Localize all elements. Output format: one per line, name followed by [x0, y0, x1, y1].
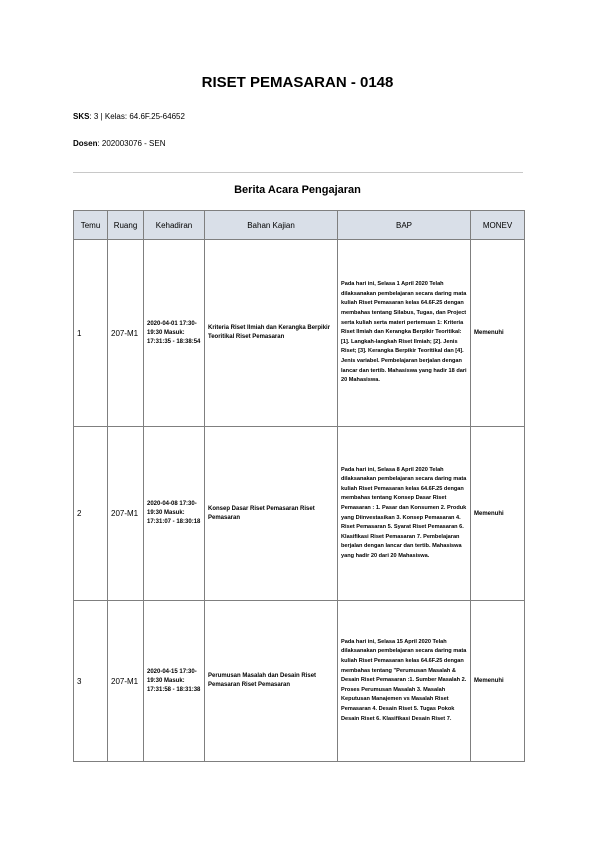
cell-temu: 3: [74, 601, 108, 762]
section-title: Berita Acara Pengajaran: [234, 184, 361, 196]
cell-monev: Memenuhi: [471, 427, 525, 601]
header-kehadiran: Kehadiran: [144, 211, 205, 240]
table-header-row: [74, 211, 525, 240]
cell-monev: Memenuhi: [471, 240, 525, 427]
header-ruang: Ruang: [108, 211, 144, 240]
sks-label: SKS: [73, 112, 90, 121]
dosen-line: [73, 139, 166, 148]
dosen-value: : 202003076 - SEN: [97, 139, 166, 148]
table-row: [74, 240, 525, 427]
cell-ruang: 207-M1: [108, 240, 144, 427]
cell-kehadiran: 2020-04-08 17:30-19:30 Masuk: 17:31:07 - 18:30:18: [144, 427, 205, 601]
header-bap: BAP: [338, 211, 471, 240]
cell-temu: 2: [74, 427, 108, 601]
header-monev: MONEV: [471, 211, 525, 240]
cell-ruang: 207-M1: [108, 601, 144, 762]
cell-monev: Memenuhi: [471, 601, 525, 762]
table-row: [74, 601, 525, 762]
cell-ruang: 207-M1: [108, 427, 144, 601]
header-temu: Temu: [74, 211, 108, 240]
table-row: [74, 427, 525, 601]
sks-kelas-line: [73, 112, 185, 121]
teaching-table: [73, 210, 525, 762]
dosen-label: Dosen: [73, 139, 98, 148]
sks-kelas-value: : 3 | Kelas: 64.6F.25-64652: [89, 112, 185, 121]
cell-temu: 1: [74, 240, 108, 427]
page-title: RISET PEMASARAN - 0148: [201, 74, 394, 91]
cell-bap: Pada hari ini, Selasa 8 April 2020 Telah dilaksanakan pembelajaran secara daring mata kuliah Riset Pemasaran kelas 64.6F.25 dengan membahas tentang Konsep Dasar Riset Pemasaran : 1. Pasar dan Konsumen 2. Produk yang Diinvestasikan 3. Konsep Pemasaran 4. Riset Pemasaran 5. Syarat Riset Pemasaran 6. Klasifikasi Riset Pemasaran 7. Pembelajaran berjalan dengan lancar dan tertib. Mahasiswa yang hadir 20 dari 20 Mahasiswa.: [338, 427, 471, 601]
cell-bahan-kajian: Kriteria Riset Ilmiah dan Kerangka Berpikir Teoritikal Riset Pemasaran: [205, 240, 338, 427]
header-bahan-kajian: Bahan Kajian: [205, 211, 338, 240]
cell-kehadiran: 2020-04-01 17:30-19:30 Masuk: 17:31:35 - 18:38:54: [144, 240, 205, 427]
divider: [73, 172, 523, 173]
cell-kehadiran: 2020-04-15 17:30-19:30 Masuk: 17:31:58 - 18:31:38: [144, 601, 205, 762]
cell-bap: Pada hari ini, Selasa 15 April 2020 Telah dilaksanakan pembelajaran secara daring mata kuliah Riset Pemasaran kelas 64.6F.25 dengan membahas tentang "Perumusan Masalah & Desain Riset Pemasaran :1. Sumber Masalah 2. Proses Perumusan Masalah 3. Masalah Keputusan Manajemen vs Masalah Riset Pemasaran 4. Desain Riset 5. Tugas Pokok Desain Riset 6. Klasifikasi Desain Riset 7.: [338, 601, 471, 762]
cell-bahan-kajian: Konsep Dasar Riset Pemasaran Riset Pemasaran: [205, 427, 338, 601]
cell-bahan-kajian: Perumusan Masalah dan Desain Riset Pemasaran Riset Pemasaran: [205, 601, 338, 762]
cell-bap: Pada hari ini, Selasa 1 April 2020 Telah dilaksanakan pembelajaran secara daring mata kuliah Riset Pemasaran kelas 64.6F.25 dengan membahas tentang Silabus, Tugas, dan Project serta kuliah serta materi pertemuan 1: Kriteria Riset Ilmiah dan Kerangka Berpikir Teoritikal: [1]. Langkah-langkah Riset Ilmiah; [2]. Jenis Riset; [3]. Kerangka Berpikir Teoritikal dan [4]. Jenis variabel. Pembelajaran berjalan dengan lancar dan tertib. Mahasiswa yang hadir 18 dari 20 Mahasiswa.: [338, 240, 471, 427]
